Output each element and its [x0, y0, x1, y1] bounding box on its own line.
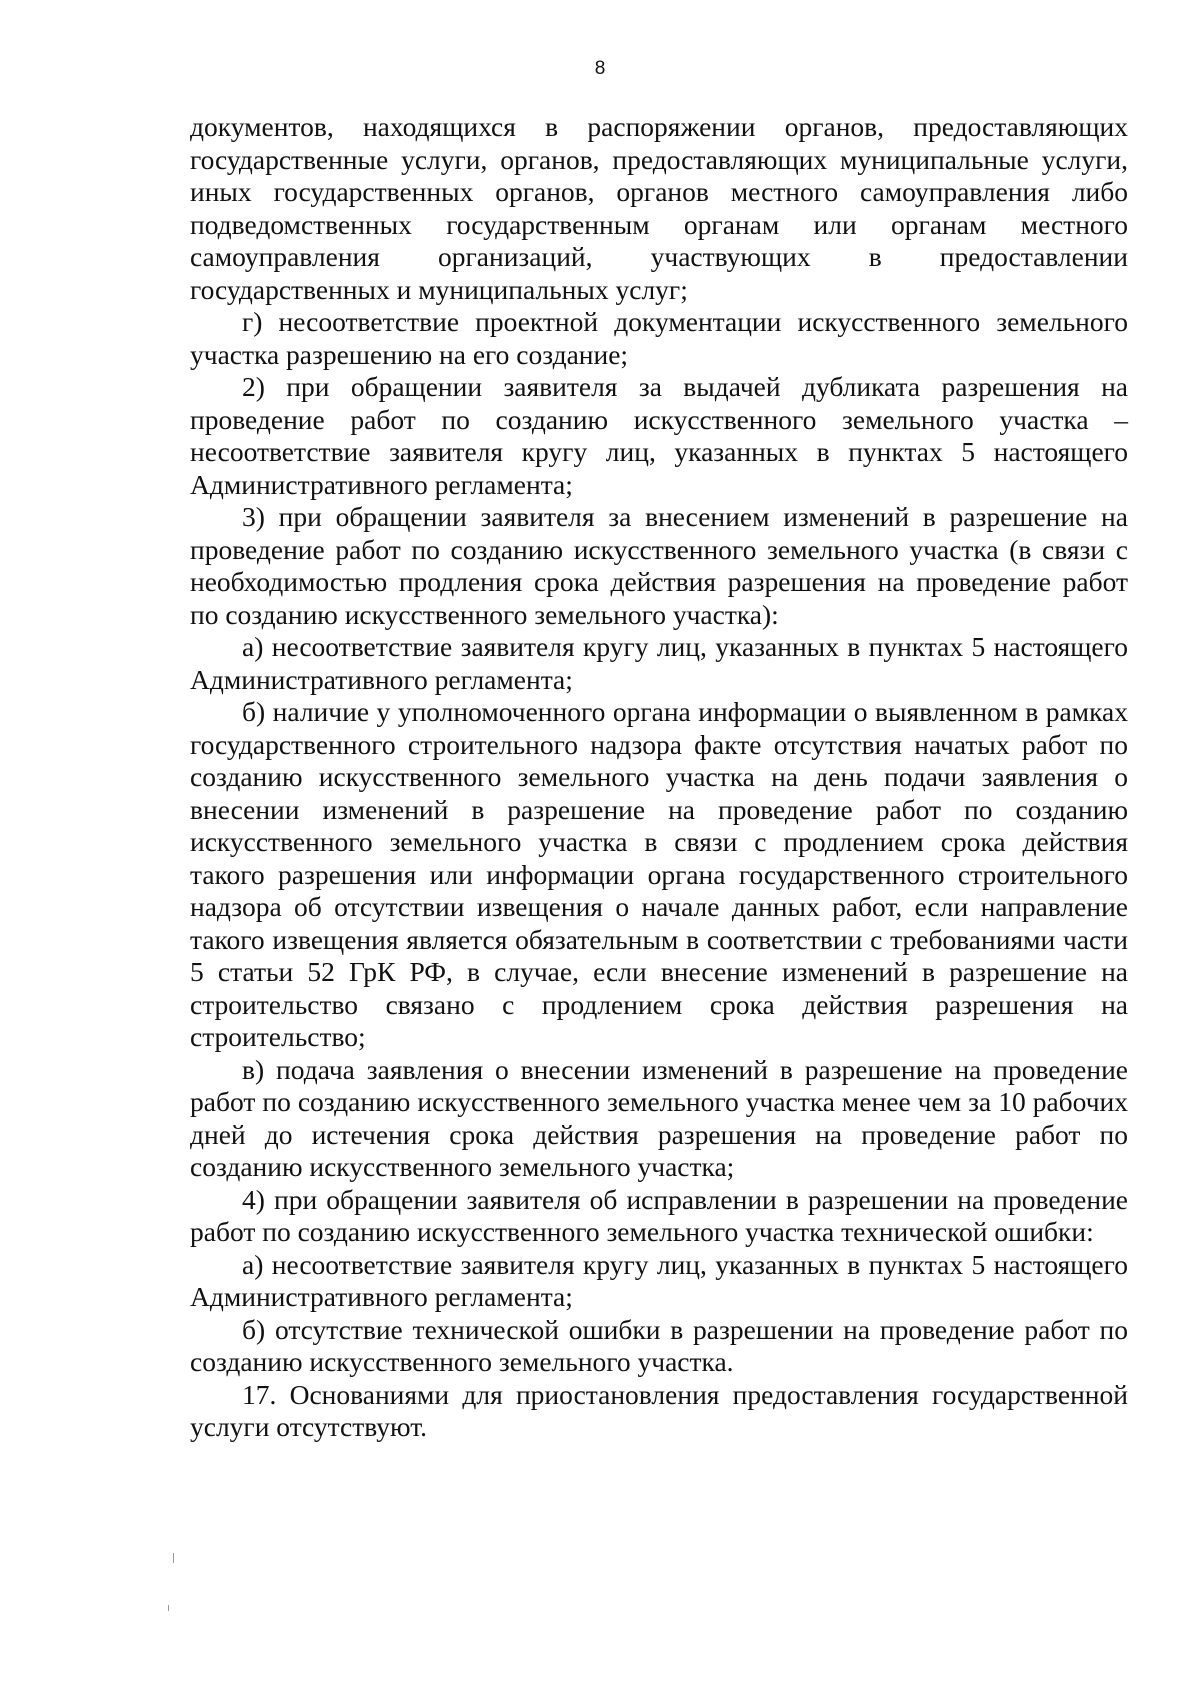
paragraph-item-17: 17. Основаниями для приостановления предоставления государственной услуги отсутствуют. — [190, 1378, 1128, 1442]
paragraph-item-4: 4) при обращении заявителя об исправлении в разрешении на проведение работ по созданию искусственного земельного участка технической ошибки: — [190, 1183, 1128, 1247]
scan-speck — [173, 1553, 174, 1563]
paragraph-item-2: 2) при обращении заявителя за выдачей дубликата разрешения на проведение работ по созданию искусственного земельного участка – несоответствие заявителя кругу лиц, указанных в пунктах 5 настоящего Административного регламента; — [190, 371, 1128, 500]
paragraph-item-g: г) несоответствие проектной документации искусственного земельного участка разрешению на его создание; — [190, 306, 1128, 370]
paragraph-item-3v: в) подача заявления о внесении изменений в разрешение на проведение работ по созданию искусственного земельного участка менее чем за 10 рабочих дней до истечения срока действия разрешения на проведение работ по созданию искусственного земельного участка; — [190, 1053, 1128, 1182]
paragraph-item-3: 3) при обращении заявителя за внесением изменений в разрешение на проведение работ по созданию искусственного земельного участка (в связи с необходимостью продления срока действия разрешения на проведение работ по созданию искусственного земельного участка): — [190, 501, 1128, 630]
scan-speck — [168, 1605, 169, 1611]
page-number: 8 — [594, 58, 606, 79]
paragraph-item-4b: б) отсутствие технической ошибки в разрешении на проведение работ по созданию искусственного земельного участка. — [190, 1313, 1128, 1377]
paragraph-item-3b: б) наличие у уполномоченного органа информации о выявленном в рамках государственного строительного надзора факте отсутствия начатых работ по созданию искусственного земельного участка на день подачи заявления о внесении изменений в разрешение на проведение работ по созданию искусственного земельного участка в связи с продлением срока действия такого разрешения или информации органа государственного строительного надзора об отсутствии извещения о начале данных работ, если направление такого извещения является обязательным в соответствии с требованиями части 5 статьи 52 ГрК РФ, в случае, если внесение изменений в разрешение на строительство связано с продлением срока действия разрешения на строительство; — [190, 696, 1128, 1052]
paragraph-continuation: документов, находящихся в распоряжении органов, предоставляющих государственные услуги, органов, предоставляющих муниципальные услуги, иных государственных органов, органов местного самоуправления либо подведомственных государственным органам или органам местного самоуправления организаций, участвующих в предоставлении государственных и муниципальных услуг; — [190, 111, 1128, 305]
document-body — [190, 111, 1128, 1444]
paragraph-item-4a: а) несоответствие заявителя кругу лиц, указанных в пунктах 5 настоящего Административного регламента; — [190, 1248, 1128, 1312]
paragraph-item-3a: а) несоответствие заявителя кругу лиц, указанных в пунктах 5 настоящего Административного регламента; — [190, 631, 1128, 695]
